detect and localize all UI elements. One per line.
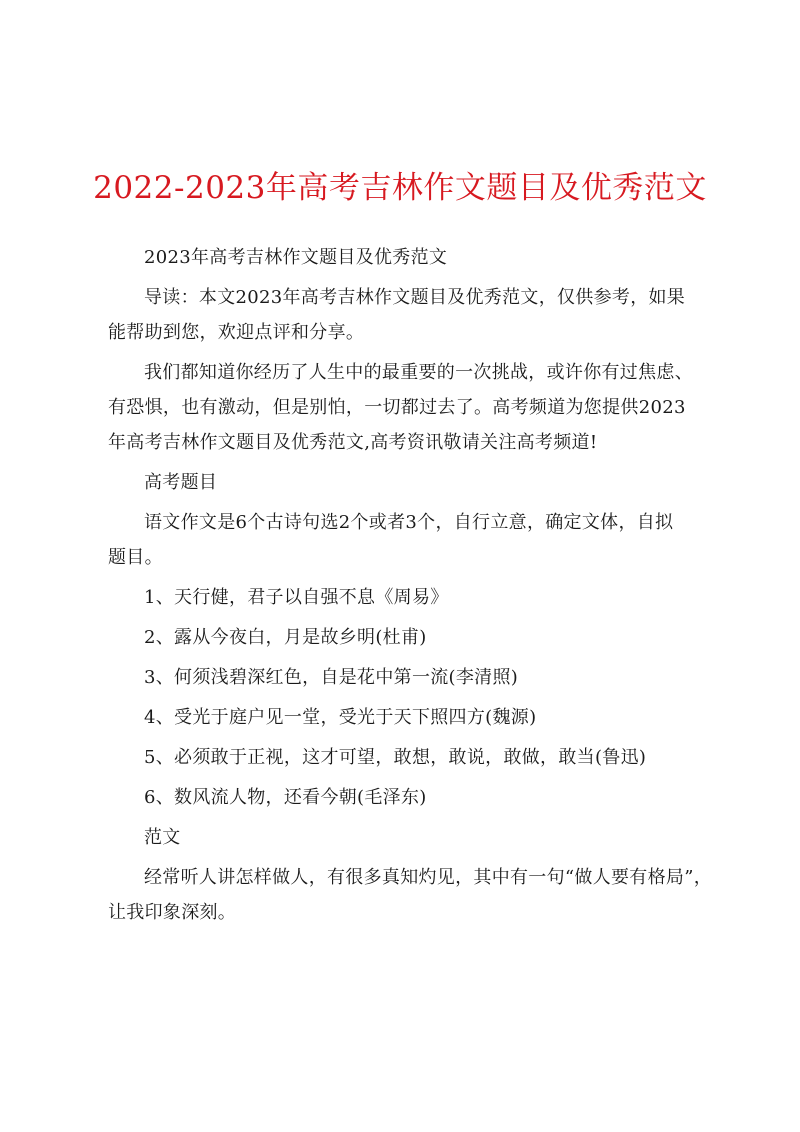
document-body	[108, 240, 713, 930]
opening-line-1: 我们都知道你经历了人生中的最重要的一次挑战，或许你有过焦虑、	[144, 362, 693, 383]
topic-description	[108, 505, 700, 575]
topic-line-1: 语文作文是6个古诗句选2个或者3个，自行立意，确定文体，自拟	[144, 512, 674, 533]
quote-item-4: 4、受光于庭户见一堂，受光于天下照四方(魏源)	[144, 707, 537, 728]
quote-item-2: 2、露从今夜白，月是故乡明(杜甫)	[144, 627, 427, 648]
essay-line-2: 让我印象深刻。	[108, 902, 237, 923]
quote-item-5: 5、必须敢于正视，这才可望，敢想，敢说，敢做，敢当(鲁迅)	[144, 747, 647, 768]
essay-line-1: 经常听人讲怎样做人，有很多真知灼见，其中有一句“做人要有格局”，	[144, 867, 713, 888]
intro-line-1: 导读：本文2023年高考吉林作文题目及优秀范文，仅供参考，如果	[144, 287, 686, 308]
document-title: 2022-2023年高考吉林作文题目及优秀范文	[93, 170, 707, 206]
topic-line-2: 题目。	[108, 547, 163, 568]
intro-line-2: 能帮助到您，欢迎点评和分享。	[108, 322, 365, 343]
section-heading-essay: 范文	[144, 827, 181, 848]
intro-paragraph	[108, 280, 700, 350]
section-heading-topic: 高考题目	[144, 472, 218, 493]
quote-item-6: 6、数风流人物，还看今朝(毛泽东)	[144, 787, 427, 808]
quote-item-3: 3、何须浅碧深红色，自是花中第一流(李清照)	[144, 667, 519, 688]
essay-paragraph	[108, 860, 713, 930]
quote-item-1: 1、天行健，君子以自强不息《周易》	[144, 587, 449, 608]
opening-line-3: 年高考吉林作文题目及优秀范文,高考资讯敬请关注高考频道!	[108, 432, 598, 453]
opening-paragraph	[108, 355, 700, 460]
subtitle: 2023年高考吉林作文题目及优秀范文	[144, 247, 448, 268]
opening-line-2: 有恐惧，也有激动，但是别怕，一切都过去了。高考频道为您提供2023	[108, 397, 686, 418]
